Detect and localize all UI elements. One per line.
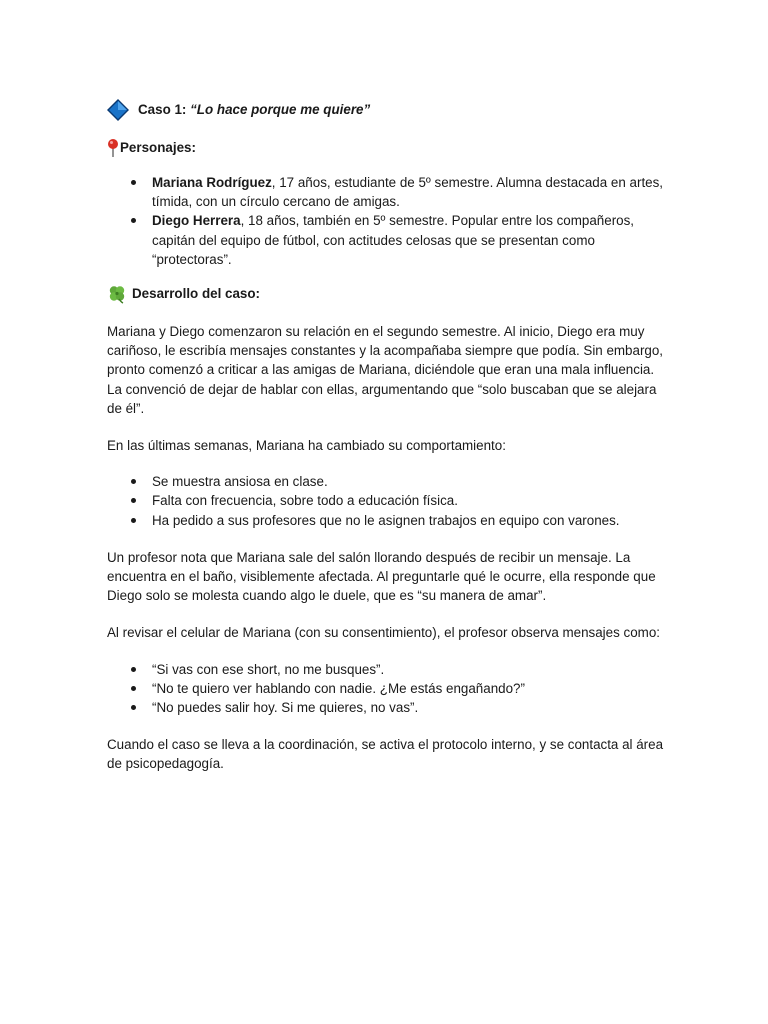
paragraph: Mariana y Diego comenzaron su relación en el segundo semestre. Al inicio, Diego era muy cariñoso, le escribía mensajes constantes y la acompañaba siempre que podía. Sin embargo, pronto comenzó a criticar a las amigas de Mariana, diciéndole que eran una mala influencia. La convenció de dejar de hablar con ellas, argumentando que “solo buscaban que se alejara de él”. bbox=[107, 324, 664, 416]
personajes-list bbox=[107, 173, 667, 269]
list-item: Falta con frecuencia, sobre todo a educación física. bbox=[152, 491, 667, 510]
desarrollo-heading bbox=[107, 284, 667, 304]
paragraph: Un profesor nota que Mariana sale del salón llorando después de recibir un mensaje. La encuentra en el baño, visiblemente afectada. Al preguntarle qué le ocurre, ella responde que Diego solo se molesta cuando algo le duele, que es “su manera de amar”. bbox=[107, 549, 656, 604]
list-item bbox=[152, 211, 667, 269]
four-leaf-clover-icon bbox=[107, 284, 127, 304]
desarrollo-heading-text: Desarrollo del caso: bbox=[132, 286, 261, 302]
list-item: Ha pedido a sus profesores que no le asignen trabajos en equipo con varones. bbox=[152, 511, 667, 530]
messages-list bbox=[107, 660, 667, 718]
character-description: , 18 años, también en 5º semestre. Popular entre los compañeros, capitán del equipo de fútbol, con actitudes celosas que se presentan como “protectoras”. bbox=[152, 213, 635, 267]
case-label: Caso 1: bbox=[138, 102, 187, 118]
behavior-list bbox=[107, 472, 667, 530]
paragraph: Cuando el caso se lleva a la coordinación, se activa el protocolo interno, y se contacta al área de psicopedagogía. bbox=[107, 737, 664, 772]
blue-diamond-icon bbox=[107, 99, 129, 121]
case-title bbox=[107, 95, 667, 125]
paragraph: En las últimas semanas, Mariana ha cambiado su comportamiento: bbox=[107, 438, 506, 454]
list-item: “Si vas con ese short, no me busques”. bbox=[152, 660, 667, 679]
character-name: Mariana Rodríguez bbox=[152, 175, 272, 190]
character-description: , 17 años, estudiante de 5º semestre. Alumna destacada en artes, tímida, con un círculo cercano de amigas. bbox=[152, 175, 664, 210]
round-pushpin-icon bbox=[107, 138, 119, 158]
paragraph: Al revisar el celular de Mariana (con su consentimiento), el profesor observa mensajes como: bbox=[107, 625, 660, 641]
list-item: Se muestra ansiosa en clase. bbox=[152, 472, 667, 491]
list-item bbox=[152, 173, 667, 211]
personajes-heading-text: Personajes: bbox=[120, 140, 196, 156]
case-quote: “Lo hace porque me quiere” bbox=[190, 102, 371, 118]
list-item: “No te quiero ver hablando con nadie. ¿Me estás engañando?” bbox=[152, 679, 667, 698]
document-page bbox=[107, 95, 667, 774]
list-item: “No puedes salir hoy. Si me quieres, no vas”. bbox=[152, 698, 667, 717]
personajes-heading bbox=[107, 138, 667, 158]
character-name: Diego Herrera bbox=[152, 213, 241, 229]
